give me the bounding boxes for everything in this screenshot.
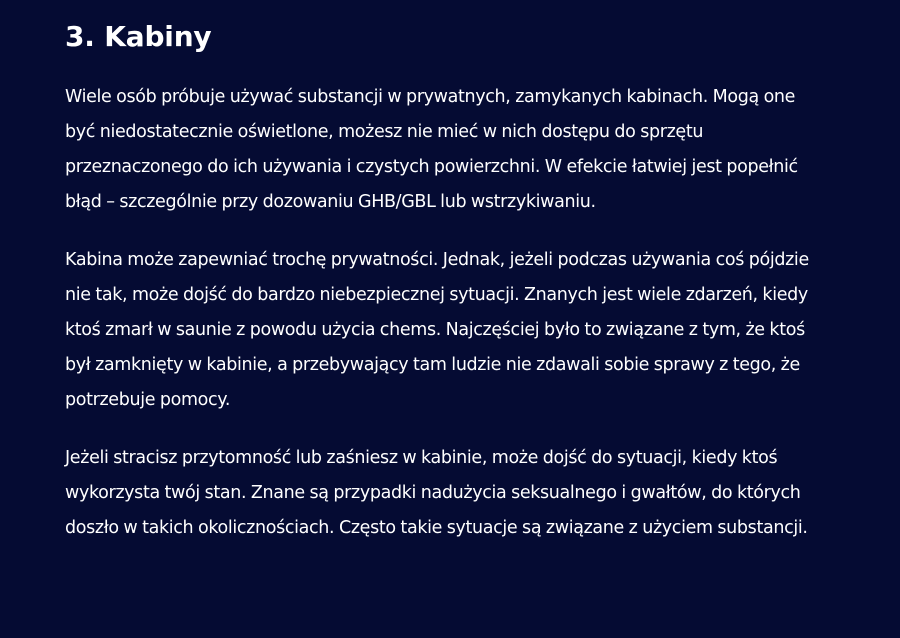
- paragraph-dangerous-situations: Kabina może zapewniać trochę prywatności. Jednak, jeżeli podczas używania coś pójdzie nie tak, może dojść do bardzo niebezpiecznej sytuacji. Znanych jest wiele zdarzeń, kiedy ktoś zmarł w saunie z powodu użycia chems. Najczęściej było to związane z tym, że ktoś był zamknięty w kabinie, a przebywający tam ludzie nie zdawali sobie sprawy z tego, że potrzebuje pomocy.: [65, 250, 809, 410]
- paragraph-unconsciousness-risk: Jeżeli stracisz przytomność lub zaśniesz w kabinie, może dojść do sytuacji, kiedy ktoś wykorzysta twój stan. Znane są przypadki nadużycia seksualnego i gwałtów, do których doszło w takich okolicznościach. Często takie sytuacje są związane z użyciem substancji.: [65, 448, 808, 538]
- paragraph-private-cabins: Wiele osób próbuje używać substancji w prywatnych, zamykanych kabinach. Mogą one być niedostatecznie oświetlone, możesz nie mieć w nich dostępu do sprzętu przeznaczonego do ich używania i czystych powierzchni. W efekcie łatwiej jest popełnić błąd – szczególnie przy dozowaniu GHB/GBL lub wstrzykiwaniu.: [65, 87, 798, 212]
- section-content: [65, 80, 860, 546]
- section-title: 3. Kabiny: [65, 20, 212, 53]
